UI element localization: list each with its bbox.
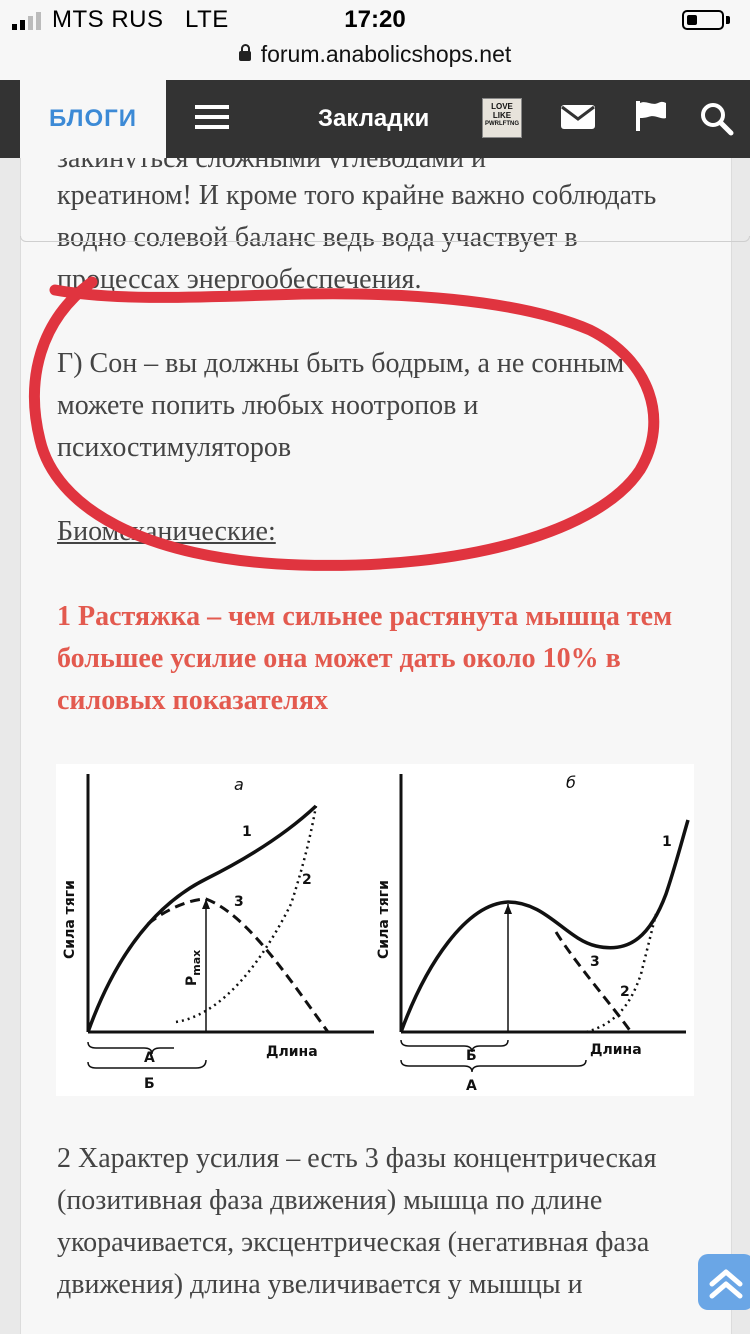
flag-icon[interactable]	[634, 100, 668, 132]
panel-b-letter: б	[566, 773, 576, 792]
avatar-line-1: LOVE	[491, 102, 513, 111]
pmax-label: $P_{max}$	[184, 949, 203, 986]
carrier-label: MTS RUS LTE	[52, 6, 229, 33]
menu-icon[interactable]	[195, 105, 229, 129]
y-label-a: Сила тяги	[62, 880, 78, 959]
search-icon[interactable]	[700, 102, 734, 136]
x-label-b: Длина	[590, 1042, 642, 1058]
bracket-b-a-label: А	[466, 1078, 477, 1094]
paragraph-hydration: креатином! И кроме того крайне важно соблюдать водно солевой баланс ведь вода участвует в процессах энергообеспечения.	[57, 180, 657, 295]
avatar-line-3: PWRLFTNG	[485, 121, 519, 127]
y-label-b: Сила тяги	[376, 880, 392, 959]
curve-b-2: 2	[620, 984, 630, 1000]
curve-a-3: 3	[234, 894, 244, 910]
curve-a-2: 2	[302, 872, 312, 888]
stretch-heading: 1 Растяжка – чем сильнее растянута мышца тем большее усилие она может дать около 10% в силовых показателях	[57, 601, 673, 716]
tab-blogs[interactable]: БЛОГИ	[20, 80, 166, 158]
envelope-icon[interactable]	[560, 104, 596, 130]
network-label: LTE	[185, 6, 229, 33]
curve-a-1: 1	[242, 824, 252, 840]
paragraph-sleep: Г) Сон – вы должны быть бодрым, а не сонным можете попить любых ноотропов и психостимуляторов	[57, 348, 625, 463]
paragraph-effort: 2 Характер усилия – есть 3 фазы концентрическая (позитивная фаза движения) мышца по длине укорачивается, эксцентрическая (негативная фаза движения) длина увеличивается у мышцы и	[57, 1143, 657, 1300]
double-chevron-up-icon	[698, 1254, 750, 1310]
avatar[interactable]	[482, 98, 522, 138]
bracket-b-b-label: Б	[466, 1048, 477, 1064]
x-label-a: Длина	[266, 1044, 318, 1060]
avatar-line-2: LIKE	[492, 111, 512, 120]
biomech-heading: Биомеханические:	[57, 516, 276, 547]
url-text: forum.anabolicshops.net	[260, 41, 512, 67]
panel-a-letter: а	[234, 775, 244, 794]
clock: 17:20	[344, 6, 406, 33]
bracket-b-label: Б	[144, 1076, 155, 1092]
bookmarks-link[interactable]: Закладки	[318, 105, 430, 132]
curve-b-3: 3	[590, 954, 600, 970]
scroll-top-button[interactable]	[698, 1254, 750, 1310]
curve-b-1: 1	[662, 834, 672, 850]
dropdown-edge	[20, 236, 750, 242]
bracket-a-label: А	[144, 1050, 155, 1066]
